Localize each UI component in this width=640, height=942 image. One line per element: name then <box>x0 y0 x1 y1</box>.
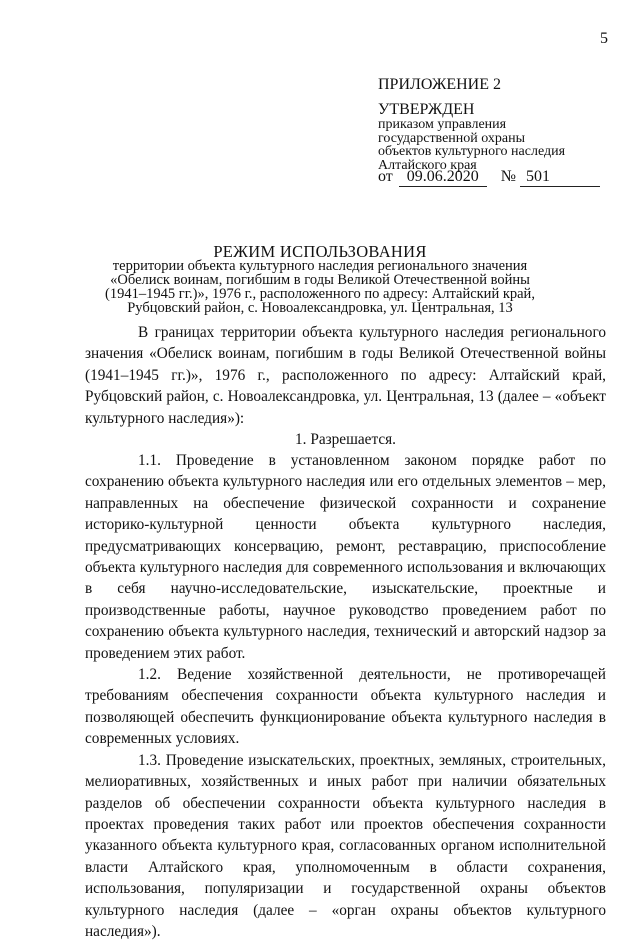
item-1-1: 1.1. Проведение в установленном законом порядке работ по сохранению объекта культурного наследия или его отдельных элементов – мер, направленных на обеспечение физической сохранности и сохранение историко-культурной ценности объекта культурного наследия, предусматривающих консервацию, ремонт, реставрацию, приспособление объекта культурного наследия для современного использования и включающих в себя научно-исследовательские, изыскательские, проектные и производственные работы, научное руководство проведением работ по сохранению объекта культурного наследия, технический и авторский надзор за проведением этих работ. <box>85 452 606 662</box>
number-sign: № <box>500 168 517 185</box>
item-1-2: 1.2. Ведение хозяйственной деятельности, не противоречащей требованиям обеспечения сохранности объекта культурного наследия и позволяющей обеспечить функционирование объекта культурного наследия в современных условиях. <box>85 666 606 748</box>
order-date: 09.06.2020 <box>399 168 487 187</box>
item-1-3: 1.3. Проведение изыскательских, проектных, земляных, строительных, мелиоративных, хозяйственных и иных работ при наличии обязательных разделов об обеспечении сохранности объекта культурного наследия в проектах проведения таких работ или проектов обеспечения сохранности указанного объекта культурного края, согласованных органом исполнительной власти Алтайского края, уполномоченным в области сохранения, использования, популяризации и государственной охраны объектов культурного наследия (далее – «орган охраны объектов культурного наследия»). <box>85 751 606 940</box>
page-number: 5 <box>600 30 608 47</box>
approved-label: УТВЕРЖДЕН <box>378 101 475 118</box>
subtitle-line: «Обелиск воинам, погибшим в годы Великой Отечественной войны <box>110 272 530 288</box>
intro-text: В границах территории объекта культурного наследия регионального значения «Обелиск воинам, погибшим в годы Великой Отечественной войны (1941–1945 гг.)», 1976 г., расположенного по адресу: Алтайский край, Рубцовский район, с. Новоалександровка, ул. Центральная, 13 (далее – «объект культурного наследия»): <box>85 324 606 427</box>
intro-paragraph <box>85 322 606 429</box>
appendix-label: ПРИЛОЖЕНИЕ 2 <box>378 76 502 93</box>
order-line: приказом управления <box>378 117 507 132</box>
section-heading: 1. Разрешается. <box>295 431 396 448</box>
subtitle-line: (1941–1945 гг.)», 1976 г., расположенного по адресу: Алтайский край, <box>105 286 535 302</box>
date-prefix: от <box>378 168 393 185</box>
subtitle-line: Рубцовский район, с. Новоалександровка, ул. Центральная, 13 <box>127 300 513 316</box>
order-line: государственной охраны <box>378 130 526 146</box>
items-block <box>85 450 606 942</box>
order-date-line <box>378 168 600 187</box>
order-number: 501 <box>520 168 600 187</box>
subtitle-line: территории объекта культурного наследия регионального значения <box>112 258 528 274</box>
order-line: Алтайского края <box>378 157 477 173</box>
order-line: объектов культурного наследия <box>378 144 566 159</box>
document-title: РЕЖИМ ИСПОЛЬЗОВАНИЯ <box>213 242 427 261</box>
